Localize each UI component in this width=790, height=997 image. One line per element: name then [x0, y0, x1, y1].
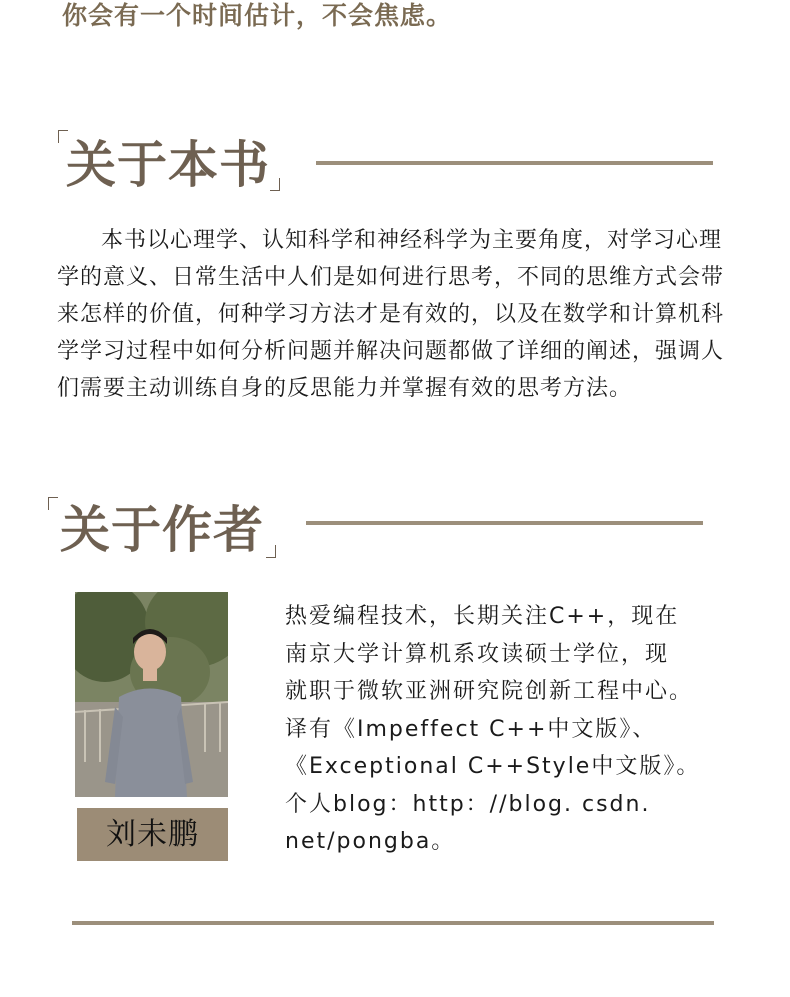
about-author-title: 关于作者: [60, 500, 264, 559]
bio-line: 个人blog：http：//blog. csdn.: [285, 791, 651, 817]
bio-line: net/pongba。: [285, 829, 456, 854]
author-name-plate: 刘未鹏: [77, 808, 228, 861]
author-bio: [285, 598, 730, 861]
author-photo: [75, 592, 228, 797]
section-divider: [316, 161, 713, 165]
title-bracket-close: [266, 545, 276, 558]
intro-text: 你会有一个时间估计，不会焦虑。: [62, 1, 453, 30]
section-divider: [306, 521, 703, 525]
bottom-divider: [72, 921, 714, 925]
bio-line: 南京大学计算机系攻读硕士学位，现: [285, 641, 670, 667]
bio-line: 就职于微软亚洲研究院创新工程中心。: [285, 679, 694, 704]
bio-line: 热爱编程技术，长期关注C++，现在: [285, 604, 680, 629]
title-bracket-close: [270, 178, 280, 191]
bio-line: 《Exceptional C++Style中文版》。: [285, 754, 701, 779]
author-photo-illustration: [75, 592, 228, 797]
about-book-body: 本书以心理学、认知科学和神经科学为主要角度，对学习心理学的意义、日常生活中人们是如何进行思考，不同的思维方式会带来怎样的价值，何种学习方法才是有效的，以及在数学和计算机科学学习过程中如何分析问题并解决问题都做了详细的阐述，强调人们需要主动训练自身的反思能力并掌握有效的思考方法。: [57, 228, 725, 401]
about-book-title: 关于本书: [66, 135, 270, 194]
title-bracket-open: [48, 497, 58, 510]
bio-line: 译有《Impeffect C++中文版》、: [285, 716, 657, 742]
